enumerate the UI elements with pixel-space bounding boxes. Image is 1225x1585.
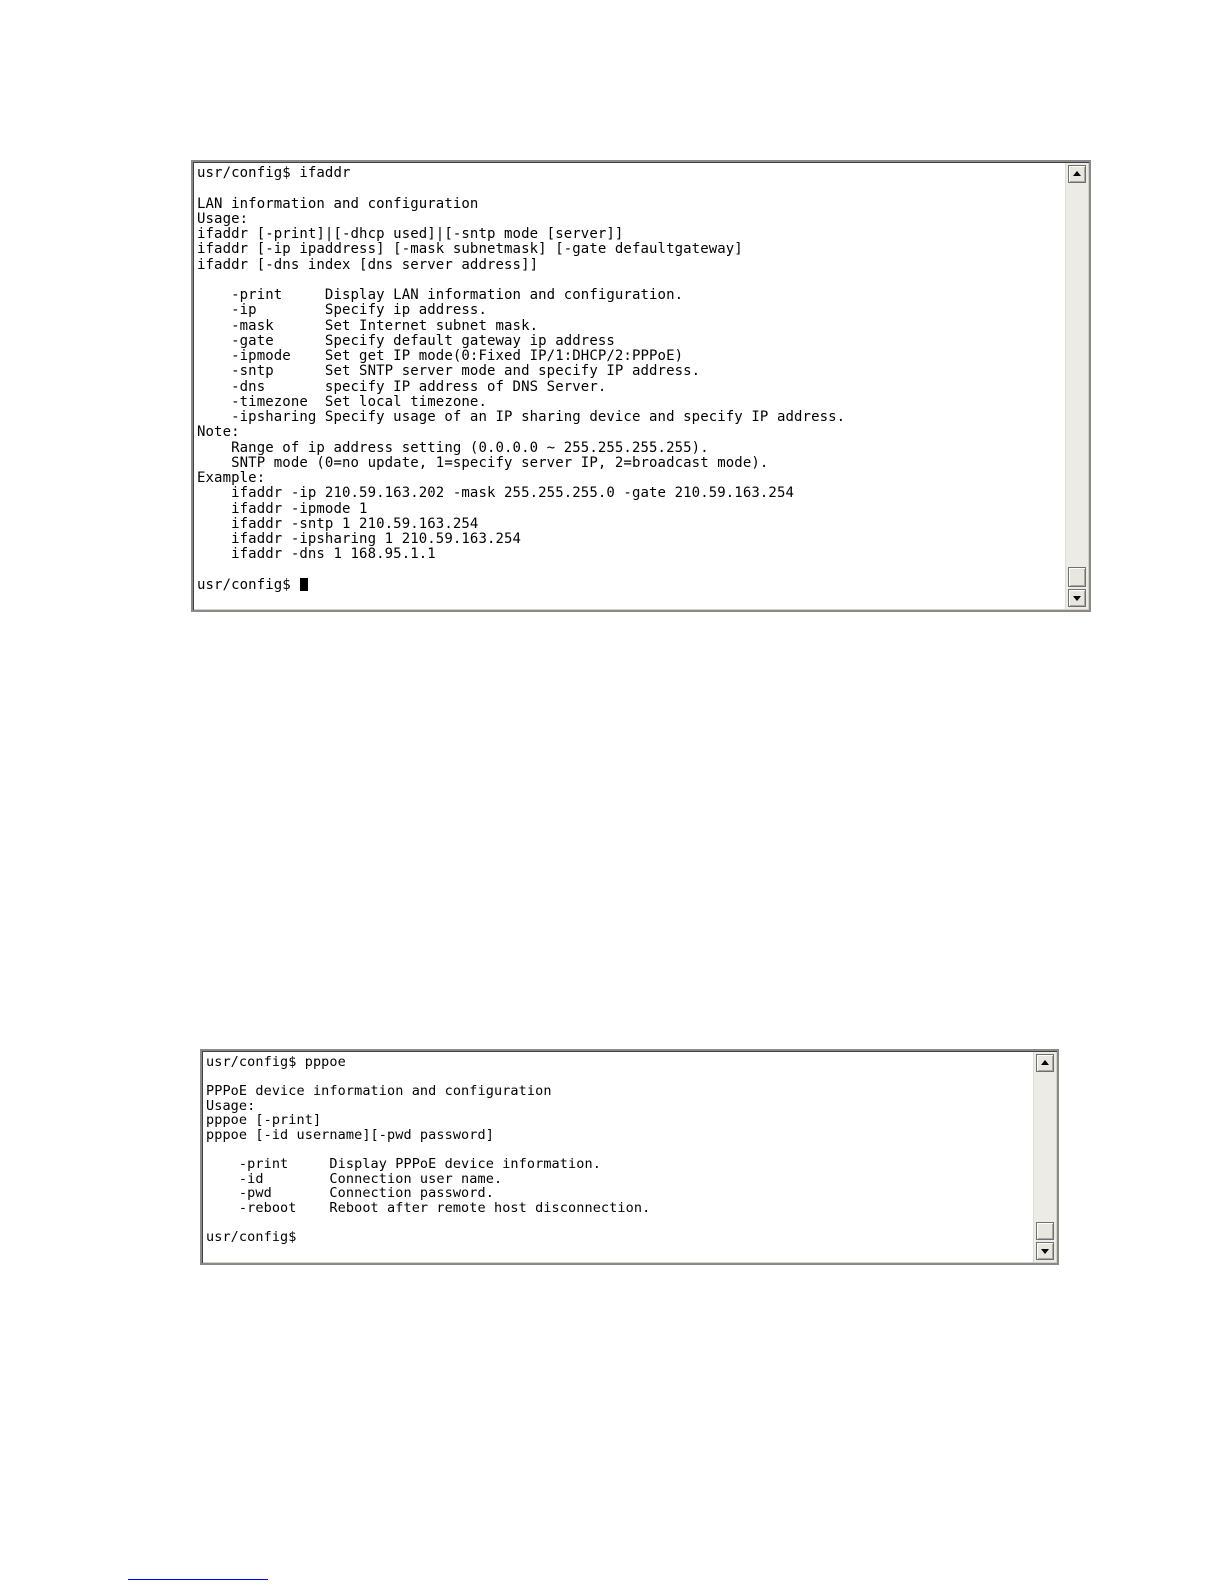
terminal-line: -ipsharing Specify usage of an IP sharing device and specify IP address. — [197, 409, 846, 425]
terminal-output[interactable] — [206, 1055, 1031, 1261]
terminal-line: ifaddr -ipmode 1 — [197, 500, 368, 517]
terminal-line: ifaddr [-ip ipaddress] [-mask subnetmask] [-gate defaultgateway] — [197, 241, 743, 258]
terminal-line — [197, 273, 1063, 288]
scroll-down-button[interactable] — [1068, 589, 1086, 607]
terminal-line: ifaddr -sntp 1 210.59.163.254 — [197, 515, 479, 532]
scroll-up-button[interactable] — [1068, 165, 1086, 183]
terminal-line: pppoe [-print] — [206, 1112, 322, 1129]
terminal-line: Usage: — [197, 210, 249, 227]
scroll-up-button[interactable] — [1036, 1054, 1054, 1072]
prompt-text: usr/config$ — [206, 1229, 297, 1246]
terminal-line: -print Display PPPoE device information. — [206, 1156, 601, 1173]
terminal-line — [197, 181, 1063, 196]
terminal-output[interactable] — [197, 166, 1063, 608]
arrow-up-icon — [1073, 171, 1081, 176]
prompt-line[interactable] — [197, 578, 1063, 593]
arrow-down-icon — [1041, 1249, 1049, 1254]
terminal-line: Example: — [197, 470, 266, 486]
prompt-line[interactable] — [206, 1230, 1031, 1245]
terminal-line — [197, 563, 1063, 578]
arrow-up-icon — [1041, 1060, 1049, 1065]
scroll-down-button[interactable] — [1036, 1242, 1054, 1260]
arrow-down-icon — [1073, 596, 1081, 601]
scrollbar-thumb[interactable] — [1068, 567, 1086, 587]
terminal-line: -mask Set Internet subnet mask. — [197, 317, 539, 334]
terminal-line: -reboot Reboot after remote host disconnection. — [206, 1199, 651, 1216]
vertical-scrollbar[interactable] — [1065, 163, 1088, 609]
terminal-line: -pwd Connection password. — [206, 1185, 494, 1202]
terminal-line: Usage: — [206, 1097, 256, 1114]
terminal-line: Note: — [197, 424, 240, 441]
terminal-line: ifaddr -ip 210.59.163.202 -mask 255.255.255.0 -gate 210.59.163.254 — [197, 485, 795, 502]
terminal-line: usr/config$ pppoe — [206, 1055, 346, 1070]
terminal-pppoe[interactable] — [200, 1049, 1059, 1265]
terminal-line: -dns specify IP address of DNS Server. — [197, 378, 607, 395]
vertical-scrollbar[interactable] — [1033, 1052, 1056, 1262]
terminal-line — [206, 1070, 1031, 1085]
terminal-line: PPPoE device information and configuration — [206, 1083, 552, 1100]
footnote-separator — [128, 1579, 268, 1580]
terminal-line: ifaddr -dns 1 168.95.1.1 — [197, 546, 436, 563]
terminal-line: SNTP mode (0=no update, 1=specify server IP, 2=broadcast mode). — [197, 454, 769, 471]
terminal-line: -print Display LAN information and configuration. — [197, 287, 684, 303]
prompt-text: usr/config$ — [197, 576, 300, 593]
terminal-line: LAN information and configuration — [197, 195, 479, 212]
terminal-line: -gate Specify default gateway ip address — [197, 332, 615, 349]
scrollbar-thumb[interactable] — [1036, 1222, 1054, 1240]
terminal-ifaddr[interactable] — [191, 160, 1091, 612]
text-cursor — [300, 578, 308, 591]
terminal-line: -id Connection user name. — [206, 1170, 503, 1187]
terminal-line: ifaddr [-print]|[-dhcp used]|[-sntp mode [server]] — [197, 226, 624, 242]
terminal-line: pppoe [-id username][-pwd password] — [206, 1126, 494, 1143]
terminal-line — [206, 1143, 1031, 1158]
terminal-line: -ip Specify ip address. — [197, 302, 487, 319]
terminal-line: -timezone Set local timezone. — [197, 393, 487, 410]
terminal-line: ifaddr -ipsharing 1 210.59.163.254 — [197, 531, 522, 547]
terminal-line: Range of ip address setting (0.0.0.0 ~ 255.255.255.255). — [197, 439, 709, 456]
terminal-line: -sntp Set SNTP server mode and specify IP address. — [197, 363, 701, 380]
terminal-line — [206, 1216, 1031, 1231]
terminal-line: ifaddr [-dns index [dns server address]] — [197, 256, 539, 273]
terminal-line: usr/config$ ifaddr — [197, 166, 351, 181]
terminal-line: -ipmode Set get IP mode(0:Fixed IP/1:DHCP/2:PPPoE) — [197, 348, 684, 364]
